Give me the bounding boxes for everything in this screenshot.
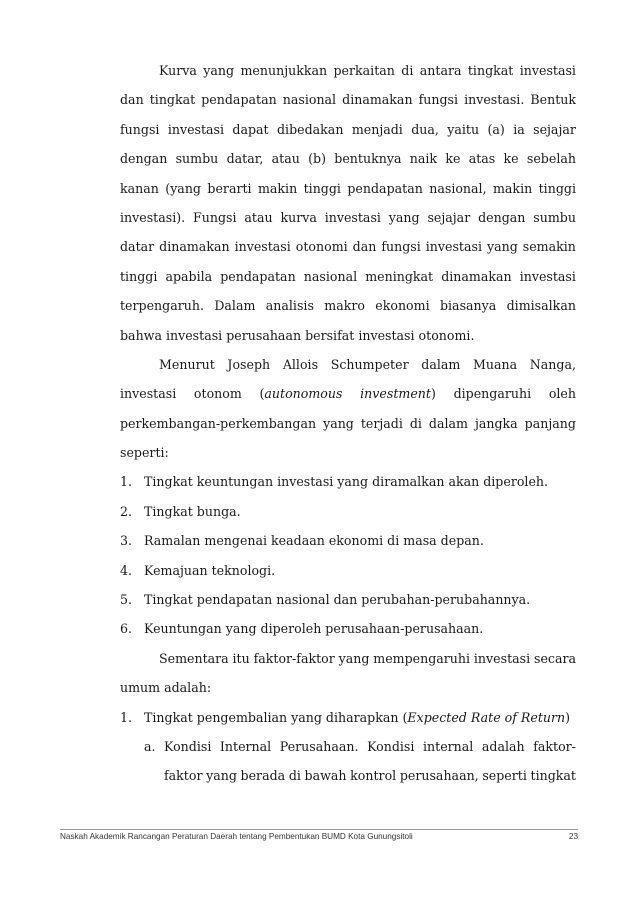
paragraph-1-line: bahwa investasi perusahaan bersifat investasi otonomi.	[120, 327, 475, 343]
list-item: 4. Kemajuan teknologi.	[120, 562, 276, 578]
paragraph-1-line: terpengaruh. Dalam analisis makro ekonomi biasanya dimisalkan	[120, 298, 576, 314]
list-item: 6. Keuntungan yang diperoleh perusahaan-perusahaan.	[120, 621, 484, 637]
footer-title: Naskah Akademik Rancangan Peraturan Daerah tentang Pembentukan BUMD Kota Gunungsitoli	[60, 832, 413, 841]
paragraph-1-line: fungsi investasi dapat dibedakan menjadi dua, yaitu (a) ia sejajar	[120, 121, 576, 137]
paragraph-1-line: kanan (yang berarti makin tinggi pendapatan nasional, makin tinggi	[120, 180, 576, 196]
paragraph-1-line: investasi). Fungsi atau kurva investasi yang sejajar dengan sumbu	[120, 209, 576, 225]
page-footer	[60, 832, 578, 841]
paragraph-1-line: tinggi apabila pendapatan nasional meningkat dinamakan investasi	[120, 268, 576, 284]
page-number: 23	[568, 832, 578, 841]
paragraph-2-line: seperti:	[120, 445, 169, 461]
list-item: 2. Tingkat bunga.	[120, 503, 241, 519]
paragraph-1-line: datar dinamakan investasi otonomi dan fungsi investasi yang semakin	[120, 239, 576, 255]
list-item: 5. Tingkat pendapatan nasional dan perubahan-perubahannya.	[120, 592, 531, 608]
italic-term: Expected Rate of Return	[407, 709, 566, 725]
body-text	[120, 56, 576, 791]
sub-list-item: a. Kondisi Internal Perusahaan. Kondisi internal adalah faktor-	[144, 738, 576, 754]
paragraph-1-line: Kurva yang menunjukkan perkaitan di antara tingkat investasi	[159, 63, 576, 78]
paragraph-3-line: umum adalah:	[120, 680, 212, 696]
paragraph-2-line: Menurut Joseph Allois Schumpeter dalam Muana Nanga,	[159, 356, 576, 372]
footer-divider	[60, 829, 578, 830]
sub-list-continuation: faktor yang berada di bawah kontrol perusahaan, seperti tingkat	[164, 768, 576, 784]
paragraph-2-line: perkembangan-perkembangan yang terjadi di dalam jangka panjang	[120, 415, 576, 431]
list-item: 3. Ramalan mengenai keadaan ekonomi di masa depan.	[120, 533, 484, 549]
paragraph-1-line: dengan sumbu datar, atau (b) bentuknya naik ke atas ke sebelah	[120, 151, 576, 167]
list-item: 1. Tingkat pengembalian yang diharapkan (Expected Rate of Return)	[120, 709, 571, 725]
list-item: 1. Tingkat keuntungan investasi yang diramalkan akan diperoleh.	[120, 474, 549, 490]
paragraph-2-line: investasi otonom (autonomous investment) dipengaruhi oleh	[120, 386, 576, 402]
paragraph-3-line: Sementara itu faktor-faktor yang mempengaruhi investasi secara	[159, 650, 576, 666]
paragraph-1-line: dan tingkat pendapatan nasional dinamakan fungsi investasi. Bentuk	[120, 92, 576, 108]
